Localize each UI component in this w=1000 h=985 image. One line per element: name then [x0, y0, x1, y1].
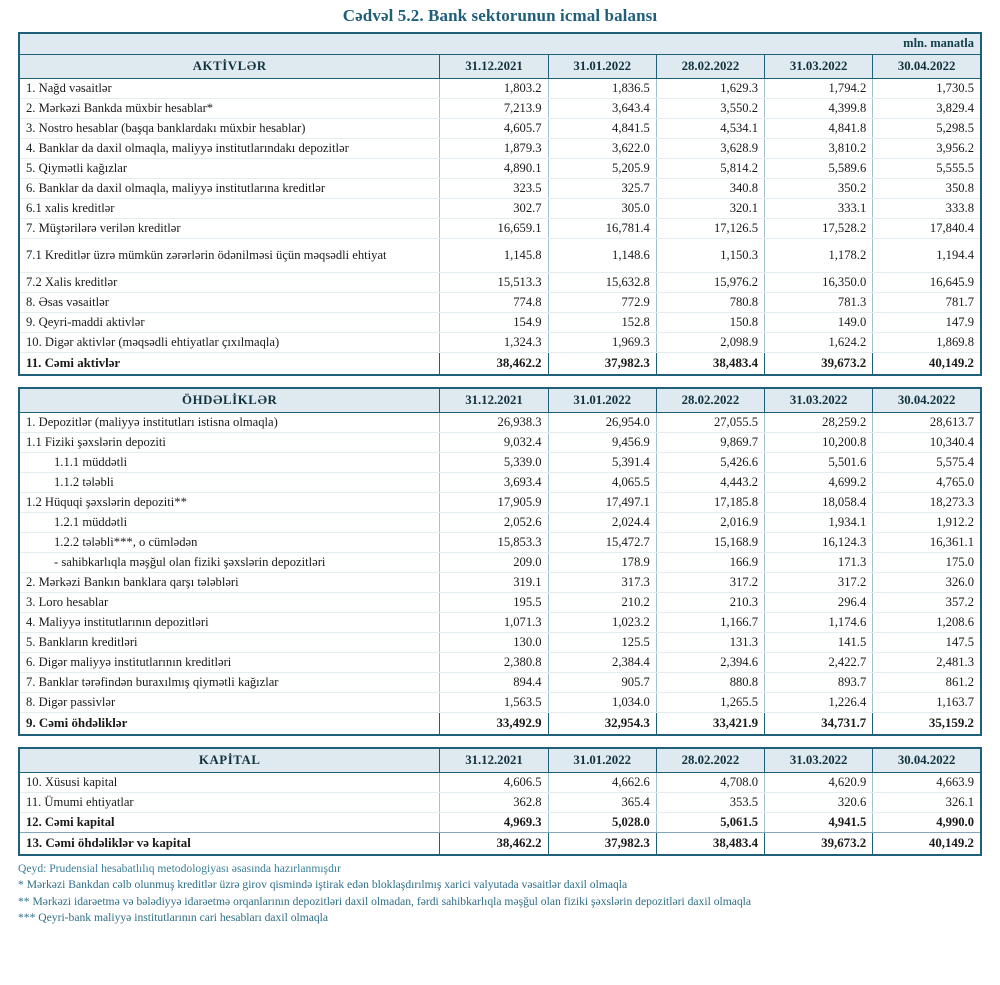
row-value: 125.5	[548, 633, 656, 653]
row-label: 1. Depozitlər (maliyyə institutları istisna olmaqla)	[19, 413, 440, 433]
tables-root	[18, 54, 982, 856]
row-value: 5,028.0	[548, 813, 656, 833]
table-row	[19, 433, 981, 453]
table-row	[19, 673, 981, 693]
row-value: 15,472.7	[548, 533, 656, 553]
row-value: 16,645.9	[873, 273, 981, 293]
row-value: 1,730.5	[873, 79, 981, 99]
row-value: 333.8	[873, 199, 981, 219]
table-row	[19, 199, 981, 219]
table-row	[19, 333, 981, 353]
row-value: 131.3	[656, 633, 764, 653]
row-value: 5,426.6	[656, 453, 764, 473]
row-value: 26,938.3	[440, 413, 548, 433]
table-row	[19, 179, 981, 199]
row-value: 3,643.4	[548, 99, 656, 119]
row-value: 33,492.9	[440, 713, 548, 736]
row-value: 178.9	[548, 553, 656, 573]
column-header-date: 31.03.2022	[765, 388, 873, 413]
row-value: 40,149.2	[873, 353, 981, 376]
row-value: 4,662.6	[548, 773, 656, 793]
row-value: 5,575.4	[873, 453, 981, 473]
row-value: 3,550.2	[656, 99, 764, 119]
column-header-date: 31.01.2022	[548, 388, 656, 413]
table-row	[19, 493, 981, 513]
row-value: 320.1	[656, 199, 764, 219]
row-value: 16,361.1	[873, 533, 981, 553]
row-value: 362.8	[440, 793, 548, 813]
row-value: 149.0	[765, 313, 873, 333]
column-header-date: 28.02.2022	[656, 388, 764, 413]
column-header-date: 31.01.2022	[548, 55, 656, 79]
row-value: 38,483.4	[656, 353, 764, 376]
row-value: 2,422.7	[765, 653, 873, 673]
row-value: 774.8	[440, 293, 548, 313]
row-value: 3,810.2	[765, 139, 873, 159]
column-header-date: 30.04.2022	[873, 748, 981, 773]
row-value: 38,483.4	[656, 833, 764, 856]
row-label: 6. Banklar da daxil olmaqla, maliyyə institutlarına kreditlər	[19, 179, 440, 199]
table-row	[19, 573, 981, 593]
row-label: 11. Cəmi aktivlər	[19, 353, 440, 376]
row-value: 1,208.6	[873, 613, 981, 633]
row-value: 1,034.0	[548, 693, 656, 713]
row-value: 4,065.5	[548, 473, 656, 493]
row-value: 4,765.0	[873, 473, 981, 493]
table-row	[19, 713, 981, 736]
row-value: 141.5	[765, 633, 873, 653]
table-capital	[18, 747, 982, 856]
row-value: 210.3	[656, 593, 764, 613]
row-value: 861.2	[873, 673, 981, 693]
row-value: 333.1	[765, 199, 873, 219]
row-value: 4,969.3	[440, 813, 548, 833]
unit-label: mln. manatla	[903, 36, 974, 50]
row-value: 4,990.0	[873, 813, 981, 833]
row-value: 1,194.4	[873, 239, 981, 273]
row-value: 319.1	[440, 573, 548, 593]
table-liabilities	[18, 387, 982, 736]
row-label: 6.1 xalis kreditlər	[19, 199, 440, 219]
row-value: 1,226.4	[765, 693, 873, 713]
column-header-date: 28.02.2022	[656, 55, 764, 79]
row-value: 15,976.2	[656, 273, 764, 293]
table-row	[19, 293, 981, 313]
row-value: 350.8	[873, 179, 981, 199]
row-label: 1.2.1 müddətli	[19, 513, 440, 533]
row-value: 5,205.9	[548, 159, 656, 179]
row-value: 5,339.0	[440, 453, 548, 473]
row-value: 38,462.2	[440, 833, 548, 856]
row-value: 305.0	[548, 199, 656, 219]
column-header-date: 31.12.2021	[440, 748, 548, 773]
row-value: 1,934.1	[765, 513, 873, 533]
row-value: 28,259.2	[765, 413, 873, 433]
footnote-0: Qeyd: Prudensial hesabatlılıq metodologiyası əsasında hazırlanmışdır	[18, 862, 341, 875]
table-row	[19, 239, 981, 273]
row-value: 28,613.7	[873, 413, 981, 433]
row-value: 32,954.3	[548, 713, 656, 736]
row-value: 16,781.4	[548, 219, 656, 239]
row-value: 894.4	[440, 673, 548, 693]
column-header-date: 31.12.2021	[440, 55, 548, 79]
column-header-date: 28.02.2022	[656, 748, 764, 773]
column-header-capital: KAPİTAL	[19, 748, 440, 773]
row-value: 357.2	[873, 593, 981, 613]
row-value: 17,185.8	[656, 493, 764, 513]
table-row	[19, 653, 981, 673]
row-value: 781.3	[765, 293, 873, 313]
table-row	[19, 353, 981, 376]
table-row	[19, 533, 981, 553]
row-value: 1,629.3	[656, 79, 764, 99]
row-value: 1,794.2	[765, 79, 873, 99]
row-value: 5,061.5	[656, 813, 764, 833]
row-value: 171.3	[765, 553, 873, 573]
row-value: 15,513.3	[440, 273, 548, 293]
row-value: 4,841.5	[548, 119, 656, 139]
row-value: 17,905.9	[440, 493, 548, 513]
row-label: 10. Digər aktivlər (məqsədli ehtiyatlar çıxılmaqla)	[19, 333, 440, 353]
table-header-row	[19, 55, 981, 79]
row-label: 7.1 Kreditlər üzrə mümkün zərərlərin ödənilməsi üçün məqsədli ehtiyat	[19, 239, 440, 273]
row-value: 317.3	[548, 573, 656, 593]
row-label: 12. Cəmi kapital	[19, 813, 440, 833]
column-header-date: 31.03.2022	[765, 55, 873, 79]
row-value: 325.7	[548, 179, 656, 199]
row-value: 10,200.8	[765, 433, 873, 453]
row-value: 210.2	[548, 593, 656, 613]
row-value: 16,659.1	[440, 219, 548, 239]
row-value: 3,622.0	[548, 139, 656, 159]
row-value: 147.9	[873, 313, 981, 333]
row-value: 15,168.9	[656, 533, 764, 553]
row-value: 1,023.2	[548, 613, 656, 633]
row-value: 326.0	[873, 573, 981, 593]
table-row	[19, 413, 981, 433]
section-gap	[18, 376, 982, 387]
row-label: 11. Ümumi ehtiyatlar	[19, 793, 440, 813]
table-row	[19, 453, 981, 473]
row-value: 1,836.5	[548, 79, 656, 99]
row-value: 152.8	[548, 313, 656, 333]
row-value: 4,941.5	[765, 813, 873, 833]
column-header-assets: AKTİVLƏR	[19, 55, 440, 79]
table-row	[19, 553, 981, 573]
row-value: 1,163.7	[873, 693, 981, 713]
row-value: 166.9	[656, 553, 764, 573]
table-row	[19, 773, 981, 793]
row-value: 9,869.7	[656, 433, 764, 453]
row-value: 7,213.9	[440, 99, 548, 119]
row-value: 4,443.2	[656, 473, 764, 493]
row-value: 209.0	[440, 553, 548, 573]
row-label: 7. Müştərilərə verilən kreditlər	[19, 219, 440, 239]
column-header-date: 31.03.2022	[765, 748, 873, 773]
row-value: 16,124.3	[765, 533, 873, 553]
table-row	[19, 159, 981, 179]
table-row	[19, 273, 981, 293]
row-value: 4,534.1	[656, 119, 764, 139]
row-label: 6. Digər maliyyə institutlarının kreditləri	[19, 653, 440, 673]
section-gap	[18, 736, 982, 747]
row-label: 5. Qiymətli kağızlar	[19, 159, 440, 179]
row-value: 17,840.4	[873, 219, 981, 239]
row-value: 38,462.2	[440, 353, 548, 376]
column-header-date: 31.12.2021	[440, 388, 548, 413]
row-value: 16,350.0	[765, 273, 873, 293]
row-label: 8. Əsas vəsaitlər	[19, 293, 440, 313]
row-value: 326.1	[873, 793, 981, 813]
row-value: 1,265.5	[656, 693, 764, 713]
row-value: 1,879.3	[440, 139, 548, 159]
row-value: 4,663.9	[873, 773, 981, 793]
row-value: 1,803.2	[440, 79, 548, 99]
table-header-row	[19, 388, 981, 413]
row-value: 4,699.2	[765, 473, 873, 493]
row-value: 1,071.3	[440, 613, 548, 633]
table-row	[19, 833, 981, 856]
row-value: 302.7	[440, 199, 548, 219]
row-value: 4,606.5	[440, 773, 548, 793]
row-value: 1,174.6	[765, 613, 873, 633]
row-value: 1,912.2	[873, 513, 981, 533]
row-value: 317.2	[656, 573, 764, 593]
table-row	[19, 119, 981, 139]
row-label: 9. Cəmi öhdəliklər	[19, 713, 440, 736]
unit-bar	[18, 32, 982, 54]
footnote-1: * Mərkəzi Bankdan cəlb olunmuş kreditlər üzrə girov qismində iştirak edən bloklaşdırılmış xarici valyutada vəsaitlər daxil olmaqla	[18, 878, 628, 892]
row-label: 9. Qeyri-maddi aktivlər	[19, 313, 440, 333]
row-label: 8. Digər passivlər	[19, 693, 440, 713]
row-value: 3,693.4	[440, 473, 548, 493]
row-value: 340.8	[656, 179, 764, 199]
row-label: 1. Nağd vəsaitlər	[19, 79, 440, 99]
row-value: 4,841.8	[765, 119, 873, 139]
row-value: 2,052.6	[440, 513, 548, 533]
table-header-row	[19, 748, 981, 773]
row-value: 1,178.2	[765, 239, 873, 273]
table-row	[19, 693, 981, 713]
table-row	[19, 99, 981, 119]
footnote-3: *** Qeyri-bank maliyyə institutlarının cari hesabları daxil olmaqla	[18, 911, 329, 925]
row-value: 3,628.9	[656, 139, 764, 159]
row-value: 17,528.2	[765, 219, 873, 239]
column-header-liabilities: ÖHDƏLİKLƏR	[19, 388, 440, 413]
row-value: 781.7	[873, 293, 981, 313]
row-value: 880.8	[656, 673, 764, 693]
row-value: 18,273.3	[873, 493, 981, 513]
row-value: 1,624.2	[765, 333, 873, 353]
row-value: 353.5	[656, 793, 764, 813]
row-value: 9,456.9	[548, 433, 656, 453]
row-label: 1.1.2 tələbli	[19, 473, 440, 493]
row-value: 4,890.1	[440, 159, 548, 179]
row-label: 2. Mərkəzi Bankda müxbir hesablar*	[19, 99, 440, 119]
row-value: 1,166.7	[656, 613, 764, 633]
row-label: 4. Maliyyə institutlarının depozitləri	[19, 613, 440, 633]
row-value: 33,421.9	[656, 713, 764, 736]
row-value: 1,145.8	[440, 239, 548, 273]
row-value: 15,632.8	[548, 273, 656, 293]
row-value: 37,982.3	[548, 353, 656, 376]
row-label: 13. Cəmi öhdəliklər və kapital	[19, 833, 440, 856]
row-value: 780.8	[656, 293, 764, 313]
row-value: 4,605.7	[440, 119, 548, 139]
row-value: 37,982.3	[548, 833, 656, 856]
row-value: 35,159.2	[873, 713, 981, 736]
row-value: 1,563.5	[440, 693, 548, 713]
row-value: 2,481.3	[873, 653, 981, 673]
column-header-date: 30.04.2022	[873, 388, 981, 413]
row-value: 296.4	[765, 593, 873, 613]
row-value: 1,148.6	[548, 239, 656, 273]
row-value: 893.7	[765, 673, 873, 693]
row-value: 4,620.9	[765, 773, 873, 793]
row-value: 2,380.8	[440, 653, 548, 673]
table-row	[19, 793, 981, 813]
row-value: 154.9	[440, 313, 548, 333]
footnote-2: ** Mərkəzi idarəetmə və bələdiyyə idarəetmə orqanlarının depozitləri daxil olmadan, fərdi sahibkarlıqla məşğul olan fiziki şəxslərin depozitləri daxil olmaqla	[18, 894, 752, 908]
row-value: 5,589.6	[765, 159, 873, 179]
table-row	[19, 219, 981, 239]
row-value: 10,340.4	[873, 433, 981, 453]
row-label: 3. Nostro hesablar (başqa banklardakı müxbir hesablar)	[19, 119, 440, 139]
row-label: 10. Xüsusi kapital	[19, 773, 440, 793]
row-value: 3,956.2	[873, 139, 981, 159]
table-row	[19, 473, 981, 493]
row-label: 4. Banklar da daxil olmaqla, maliyyə institutlarındakı depozitlər	[19, 139, 440, 159]
row-label: 1.1.1 müddətli	[19, 453, 440, 473]
page-title: Cədvəl 5.2. Bank sektorunun icmal balansı	[342, 6, 658, 25]
row-value: 175.0	[873, 553, 981, 573]
table-row	[19, 593, 981, 613]
row-value: 26,954.0	[548, 413, 656, 433]
table-row	[19, 513, 981, 533]
row-label: 1.2 Hüquqi şəxslərin depoziti**	[19, 493, 440, 513]
row-value: 350.2	[765, 179, 873, 199]
row-label: 2. Mərkəzi Bankın banklara qarşı tələbləri	[19, 573, 440, 593]
row-value: 2,394.6	[656, 653, 764, 673]
row-value: 27,055.5	[656, 413, 764, 433]
row-value: 5,391.4	[548, 453, 656, 473]
row-value: 365.4	[548, 793, 656, 813]
row-label: - sahibkarlıqla məşğul olan fiziki şəxslərin depozitləri	[19, 553, 440, 573]
row-value: 3,829.4	[873, 99, 981, 119]
footnotes	[18, 861, 982, 927]
row-value: 40,149.2	[873, 833, 981, 856]
row-value: 1,324.3	[440, 333, 548, 353]
table-row	[19, 79, 981, 99]
table-row	[19, 139, 981, 159]
table-row	[19, 613, 981, 633]
row-value: 5,501.6	[765, 453, 873, 473]
row-value: 5,814.2	[656, 159, 764, 179]
table-assets	[18, 54, 982, 376]
row-value: 772.9	[548, 293, 656, 313]
row-label: 7.2 Xalis kreditlər	[19, 273, 440, 293]
row-value: 323.5	[440, 179, 548, 199]
row-value: 39,673.2	[765, 353, 873, 376]
row-value: 130.0	[440, 633, 548, 653]
row-value: 2,384.4	[548, 653, 656, 673]
row-value: 1,969.3	[548, 333, 656, 353]
row-value: 5,555.5	[873, 159, 981, 179]
row-value: 4,708.0	[656, 773, 764, 793]
row-value: 15,853.3	[440, 533, 548, 553]
row-value: 2,098.9	[656, 333, 764, 353]
row-value: 320.6	[765, 793, 873, 813]
row-value: 2,016.9	[656, 513, 764, 533]
column-header-date: 30.04.2022	[873, 55, 981, 79]
row-label: 1.2.2 tələbli***, o cümlədən	[19, 533, 440, 553]
row-value: 17,126.5	[656, 219, 764, 239]
row-label: 1.1 Fiziki şəxslərin depoziti	[19, 433, 440, 453]
row-value: 39,673.2	[765, 833, 873, 856]
row-value: 34,731.7	[765, 713, 873, 736]
table-row	[19, 313, 981, 333]
row-label: 3. Loro hesablar	[19, 593, 440, 613]
row-value: 17,497.1	[548, 493, 656, 513]
row-label: 7. Banklar tərəfindən buraxılmış qiymətli kağızlar	[19, 673, 440, 693]
row-value: 1,869.8	[873, 333, 981, 353]
row-value: 905.7	[548, 673, 656, 693]
row-value: 147.5	[873, 633, 981, 653]
table-row	[19, 813, 981, 833]
row-label: 5. Bankların kreditləri	[19, 633, 440, 653]
row-value: 195.5	[440, 593, 548, 613]
row-value: 2,024.4	[548, 513, 656, 533]
row-value: 1,150.3	[656, 239, 764, 273]
column-header-date: 31.01.2022	[548, 748, 656, 773]
row-value: 18,058.4	[765, 493, 873, 513]
row-value: 150.8	[656, 313, 764, 333]
row-value: 317.2	[765, 573, 873, 593]
row-value: 9,032.4	[440, 433, 548, 453]
table-row	[19, 633, 981, 653]
row-value: 4,399.8	[765, 99, 873, 119]
row-value: 5,298.5	[873, 119, 981, 139]
